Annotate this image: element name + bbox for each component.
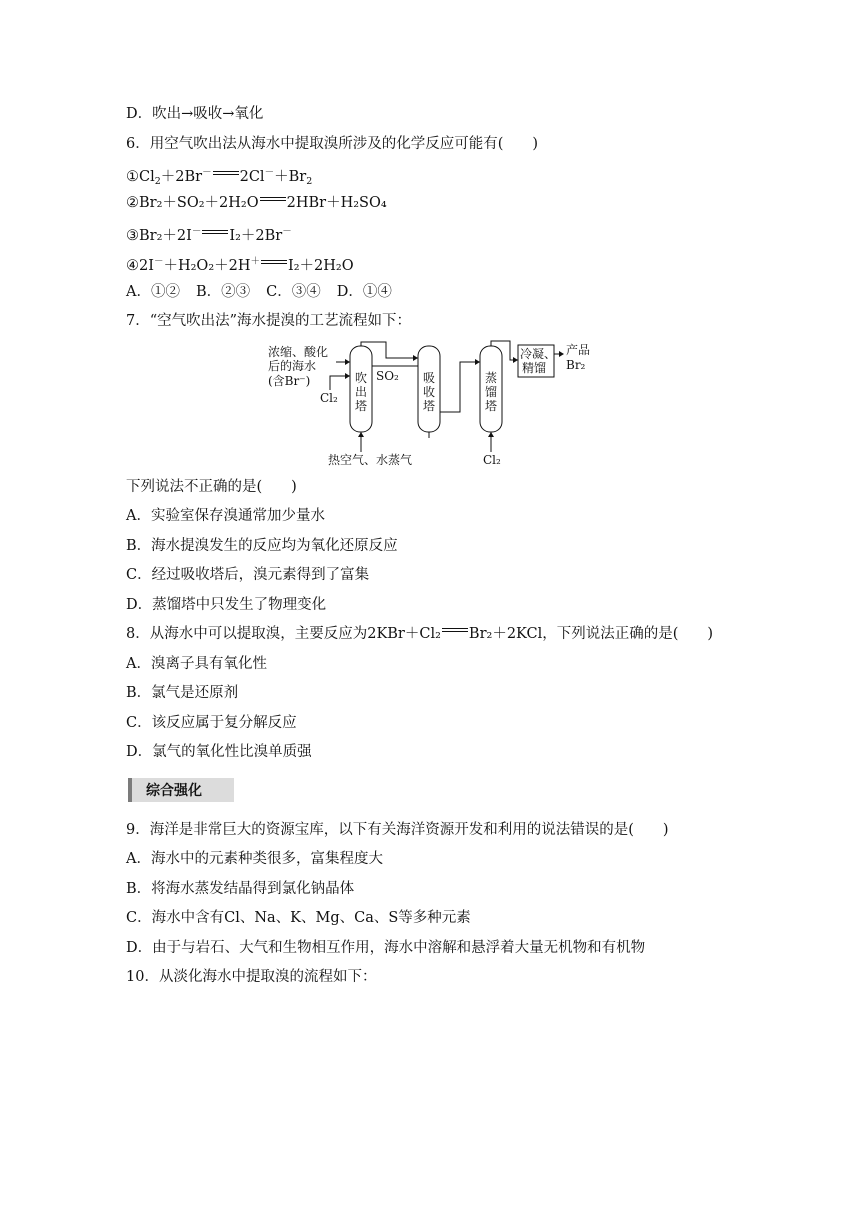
q9-option-d: D．由于与岩石、大气和生物相互作用，海水中溶解和悬浮着大量无机物和有机物 — [126, 940, 646, 956]
vapor-line — [491, 341, 518, 360]
q7-option-d: D．蒸馏塔中只发生了物理变化 — [126, 597, 327, 613]
q10-stem: 10．从淡化海水中提取溴的流程如下： — [126, 969, 377, 985]
box-label-2: 精馏 — [522, 361, 547, 375]
q6-reaction-4 — [126, 252, 354, 276]
tower2-char-3: 塔 — [423, 399, 436, 413]
products: I₂＋2H₂O — [288, 258, 354, 274]
q9-option-c: C．海水中含有Cl、Na、K、Mg、Ca、S等多种元素 — [126, 910, 471, 926]
q6-option-d: D．①④ — [336, 284, 392, 300]
superscript: ＋ — [250, 256, 261, 267]
tower1-char-3: 塔 — [355, 399, 368, 413]
equals-sign — [442, 626, 468, 636]
products: I₂＋2Br — [229, 228, 283, 244]
q8-option-a: A．溴离子具有氧化性 — [126, 656, 267, 672]
tower1-char-1: 吹 — [355, 371, 368, 385]
reactants: Br₂＋2I — [139, 228, 192, 244]
transfer-line — [440, 362, 480, 412]
equals-sign — [260, 195, 286, 205]
q5-option-d: D．吹出→吸收→氧化 — [126, 106, 264, 122]
feed-label-2: 后的海水 — [268, 359, 317, 373]
q8-stem — [126, 624, 713, 644]
q6-options — [126, 282, 408, 302]
equals-sign — [213, 169, 239, 179]
superscript: － — [153, 256, 164, 267]
q8-option-b: B．氯气是还原剂 — [126, 685, 239, 701]
reaction-mark: ③ — [126, 228, 139, 244]
q8-option-d: D．氯气的氧化性比溴单质强 — [126, 744, 312, 760]
tower1-char-2: 出 — [355, 385, 368, 399]
q7-question: 下列说法不正确的是( ) — [126, 479, 297, 495]
q6-option-a: A．①② — [126, 284, 180, 300]
so2-label: SO₂ — [376, 369, 399, 383]
cl2-bottom-label: Cl₂ — [483, 453, 501, 467]
reactant: ＋H₂O₂＋2H — [163, 258, 251, 274]
q6-stem: 6．用空气吹出法从海水中提取溴所涉及的化学反应可能有( ) — [126, 136, 539, 152]
cl2-left-label: Cl₂ — [320, 391, 338, 405]
q7-option-b: B．海水提溴发生的反应均为氧化还原反应 — [126, 538, 398, 554]
cl2-arrow — [330, 376, 350, 390]
q8-option-c: C．该反应属于复分解反应 — [126, 715, 297, 731]
superscript: － — [191, 226, 202, 237]
product: 2Cl — [239, 169, 265, 185]
q6-reaction-3 — [126, 222, 292, 246]
products: 2HBr＋H₂SO₄ — [286, 195, 387, 211]
q8-stem-part-2: Br₂＋2KCl，下列说法正确的是( ) — [468, 626, 714, 642]
reactant: Cl — [139, 169, 155, 185]
superscript: － — [264, 167, 275, 178]
product: ＋Br — [274, 169, 307, 185]
superscript: － — [282, 226, 292, 237]
reaction-mark: ① — [126, 169, 139, 185]
subscript: 2 — [154, 176, 161, 187]
q9-option-b: B．将海水蒸发结晶得到氯化钠晶体 — [126, 881, 355, 897]
box-label-1: 冷凝、 — [520, 347, 557, 361]
section-title: 综合强化 — [146, 783, 202, 799]
reaction-mark: ② — [126, 195, 139, 211]
tower3-char-3: 塔 — [485, 399, 498, 413]
feed-label-3: (含Br⁻) — [268, 374, 311, 388]
feed-label-1: 浓缩、酸化 — [268, 345, 329, 359]
product-label-2: Br₂ — [566, 358, 586, 372]
q7-stem: 7．“空气吹出法”海水提溴的工艺流程如下： — [126, 313, 412, 329]
reactant: 2I — [139, 258, 154, 274]
q8-stem-part-1: 8．从海水中可以提取溴，主要反应为2KBr＋Cl₂ — [126, 626, 441, 642]
reaction-mark: ④ — [126, 258, 139, 274]
q6-reaction-1 — [126, 163, 312, 192]
q9-option-a: A．海水中的元素种类很多，富集程度大 — [126, 851, 383, 867]
tower2-char-2: 收 — [423, 385, 436, 399]
q6-option-b: B．②③ — [195, 284, 251, 300]
superscript: － — [202, 167, 212, 178]
reactants: Br₂＋SO₂＋2H₂O — [139, 195, 259, 211]
product-label-1: 产品 — [566, 343, 591, 357]
tower2-char-1: 吸 — [423, 371, 436, 385]
equals-sign — [261, 258, 287, 268]
q6-option-c: C．③④ — [266, 284, 321, 300]
section-header — [128, 778, 234, 802]
q7-option-c: C．经过吸收塔后，溴元素得到了富集 — [126, 567, 370, 583]
q6-reaction-2 — [126, 193, 387, 213]
hot-air-label: 热空气、水蒸气 — [328, 453, 413, 467]
subscript: 2 — [306, 176, 313, 187]
tower3-char-2: 馏 — [485, 385, 498, 399]
q7-option-a: A．实验室保存溴通常加少量水 — [126, 508, 325, 524]
bromine-extraction-flow-diagram — [262, 340, 602, 470]
reactant: ＋2Br — [160, 169, 203, 185]
q9-stem: 9．海洋是非常巨大的资源宝库，以下有关海洋资源开发和利用的说法错误的是( ) — [126, 822, 669, 838]
tower3-char-1: 蒸 — [485, 371, 498, 385]
equals-sign — [202, 228, 228, 238]
